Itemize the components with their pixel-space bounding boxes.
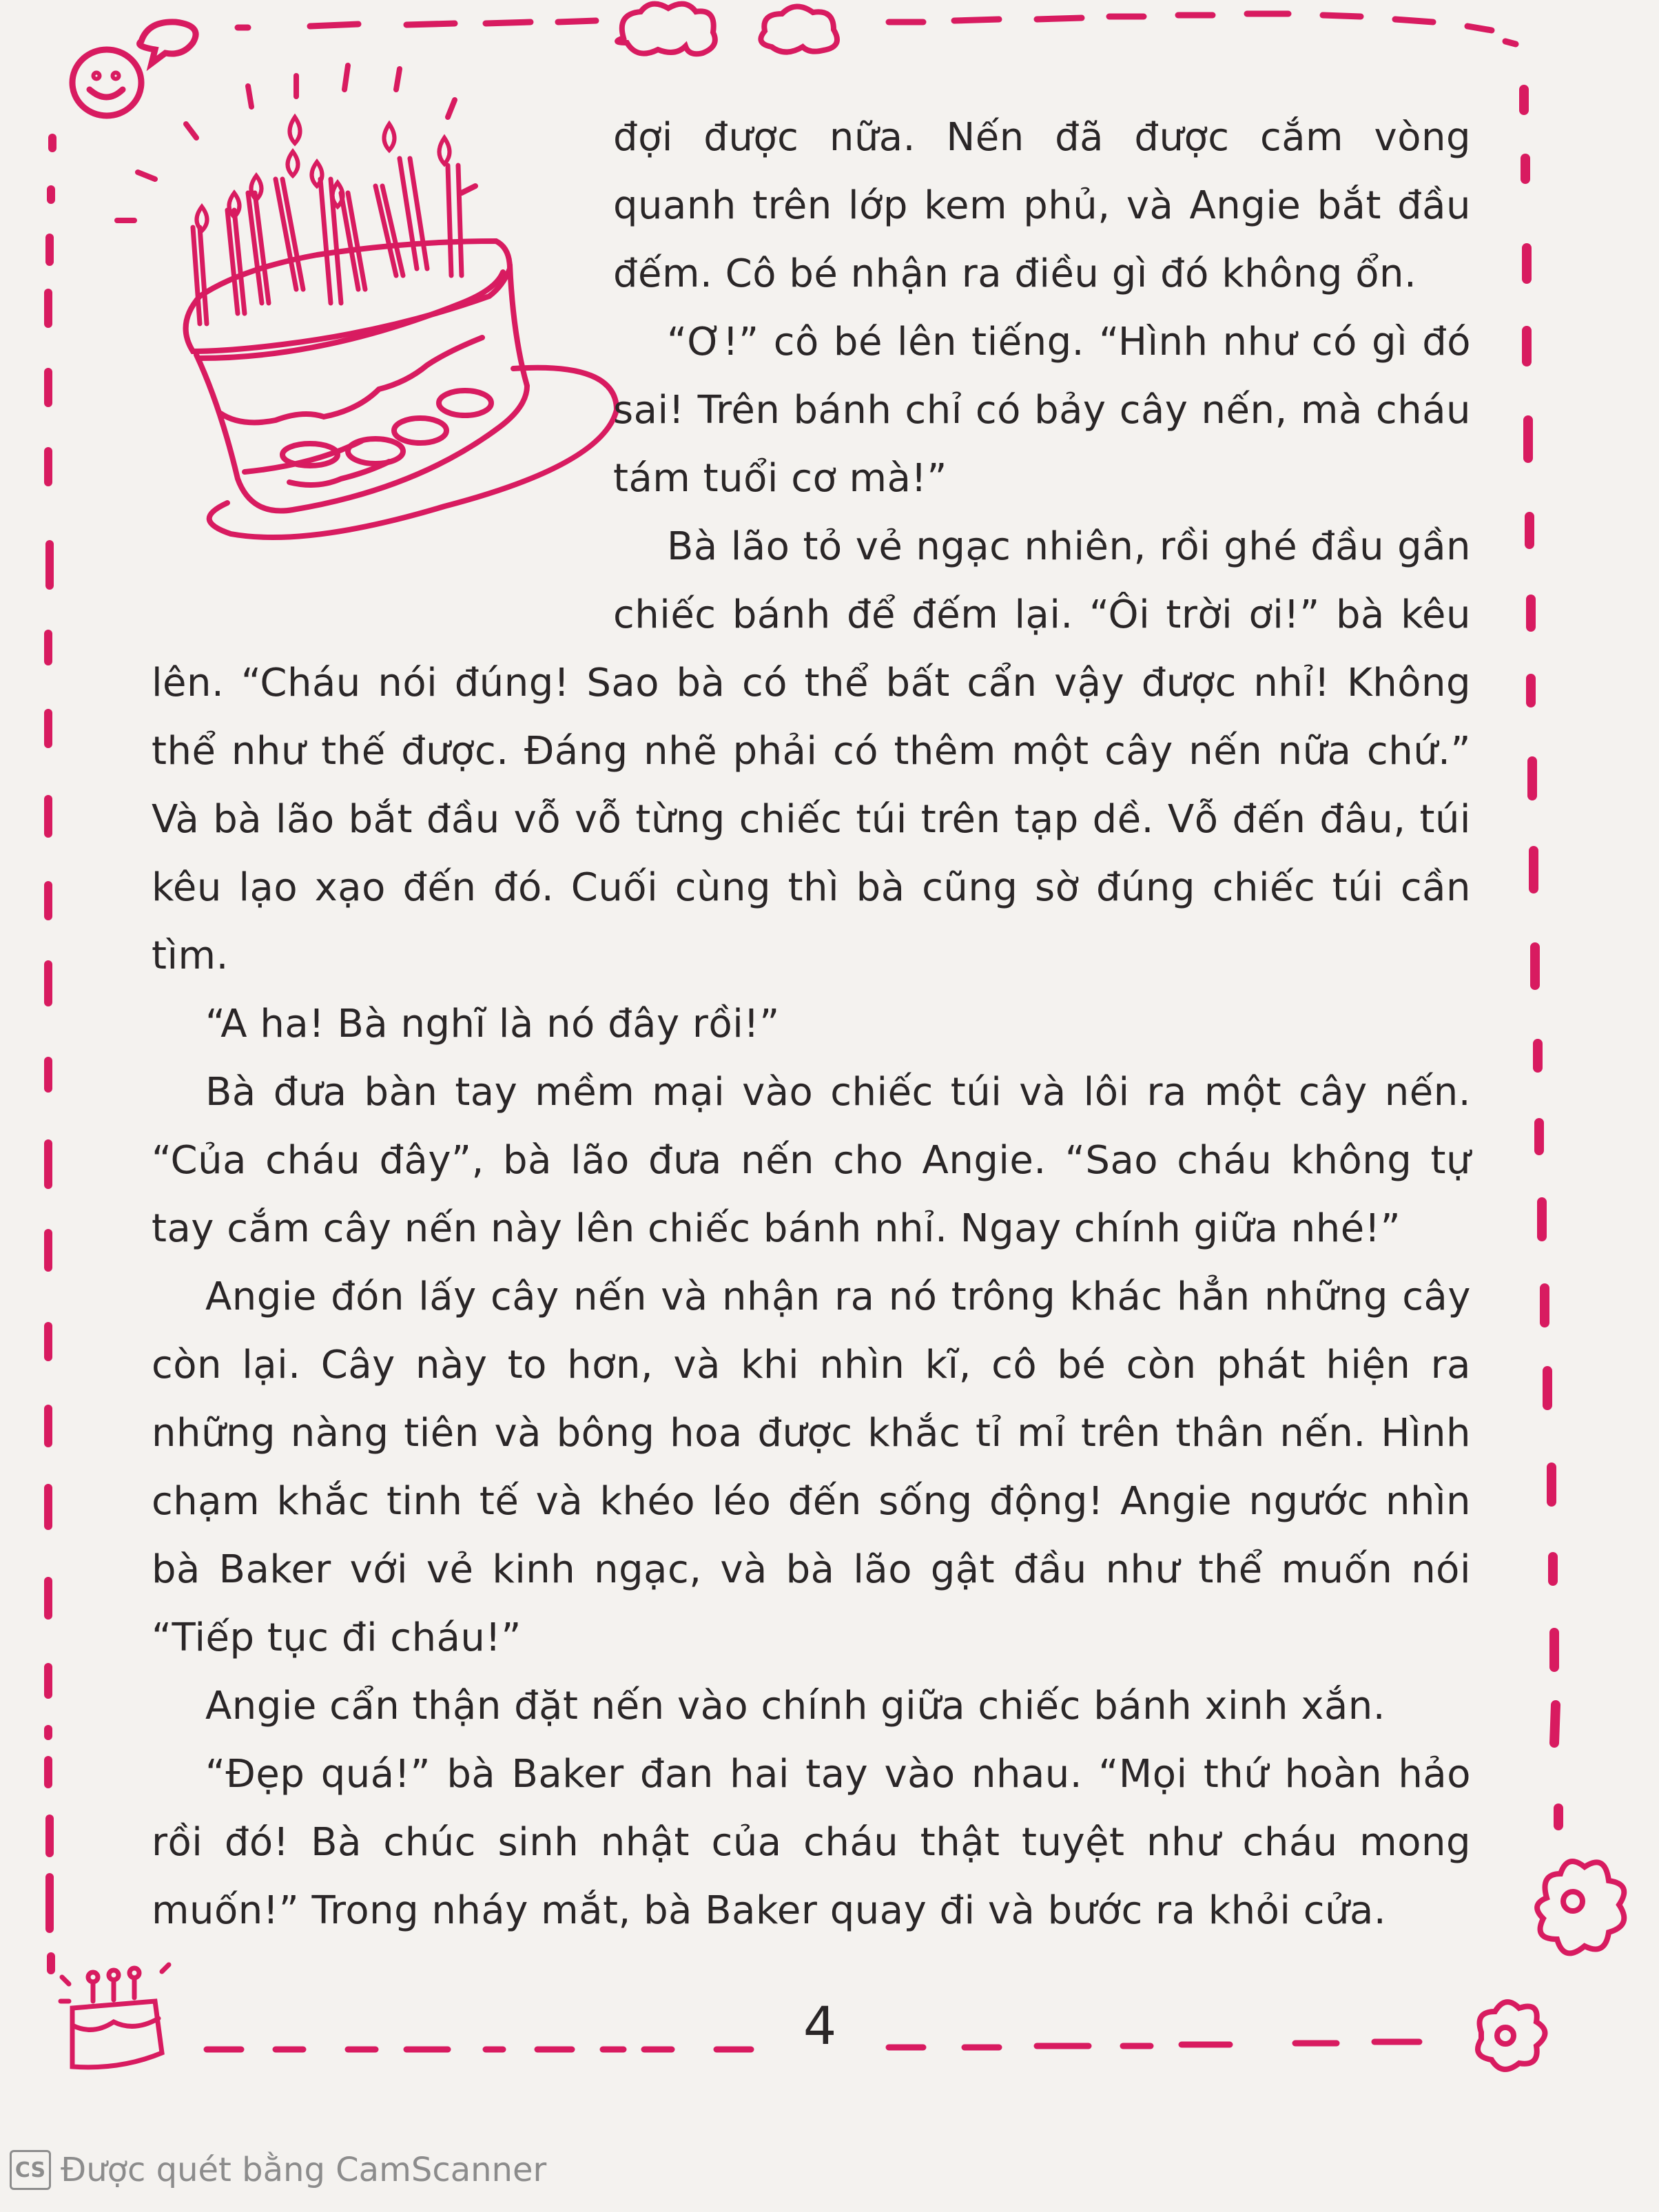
cake-illustration-space bbox=[152, 103, 613, 613]
scanner-watermark bbox=[10, 2149, 546, 2191]
paragraph-2: “Ơ!” cô bé lên tiếng. “Hình như có gì đó sai! Trên bánh chỉ có bảy cây nến, mà cháu tám tuổi cơ mà!” bbox=[613, 320, 1471, 501]
left-border-dashes bbox=[48, 138, 52, 1970]
paragraph-8: “Đẹp quá!” bà Baker đan hai tay vào nhau. “Mọi thứ hoàn hảo rồi đó! Bà chúc sinh nhật của cháu thật tuyệt như cháu mong muốn!” Trong nháy mắt, bà Baker quay đi và bước ra khỏi cửa. bbox=[152, 1752, 1471, 1933]
camscanner-logo-icon: CS bbox=[10, 2150, 51, 2190]
paragraph-5: Bà đưa bàn tay mềm mại vào chiếc túi và lôi ra một cây nến. “Của cháu đây”, bà lão đưa nến cho Angie. “Sao cháu không tự tay cắm cây nến này lên chiếc bánh nhỉ. Ngay chính giữa nhé!” bbox=[152, 1070, 1471, 1251]
paragraph-7: Angie cẩn thận đặt nến vào chính giữa chiếc bánh xinh xắn. bbox=[205, 1684, 1386, 1728]
cloud-icon bbox=[617, 4, 837, 54]
paragraph-4: “A ha! Bà nghĩ là nó đây rồi!” bbox=[205, 1002, 780, 1046]
paragraph-1: đợi được nữa. Nến đã được cắm vòng quanh trên lớp kem phủ, và Angie bắt đầu đếm. Cô bé nhận ra điều gì đó không ổn. bbox=[613, 115, 1471, 296]
top-border-dashes bbox=[238, 14, 1516, 44]
paragraph-6: Angie đón lấy cây nến và nhận ra nó trông khác hẳn những cây còn lại. Cây này to hơn, và khi nhìn kĩ, cô bé còn phát hiện ra những nàng tiên và bông hoa được khắc tỉ mỉ trên thân nến. Hình chạm khắc tinh tế và khéo léo đến sống động! Angie ngước nhìn bà Baker với vẻ kinh ngạc, và bà lão gật đầu như thể muốn nói “Tiếp tục đi cháu!” bbox=[152, 1274, 1471, 1660]
scanner-label: Được quét bằng CamScanner bbox=[61, 2151, 547, 2189]
right-border-dashes bbox=[1524, 90, 1558, 1826]
page-number: 4 bbox=[803, 1995, 837, 2056]
paragraph-3: Bà lão tỏ vẻ ngạc nhiên, rồi ghé đầu gần chiếc bánh để đếm lại. “Ôi trời ơi!” bà kêu lên. “Cháu nói đúng! Sao bà có thể bất cẩn vậy được nhỉ! Không thể như thế được. Đáng nhẽ phải có thêm một cây nến nữa chứ.” Và bà lão bắt đầu vỗ vỗ từng chiếc túi trên tạp dề. Vỗ đến đâu, túi kêu lạo xạo đến đó. Cuối cùng thì bà cũng sờ đúng chiếc túi cần tìm. bbox=[152, 524, 1471, 978]
flower-icon bbox=[1478, 1861, 1624, 2069]
smiley-face-icon bbox=[72, 22, 196, 116]
story-text bbox=[152, 103, 1471, 1945]
small-birthday-cake-icon bbox=[61, 1965, 169, 2067]
